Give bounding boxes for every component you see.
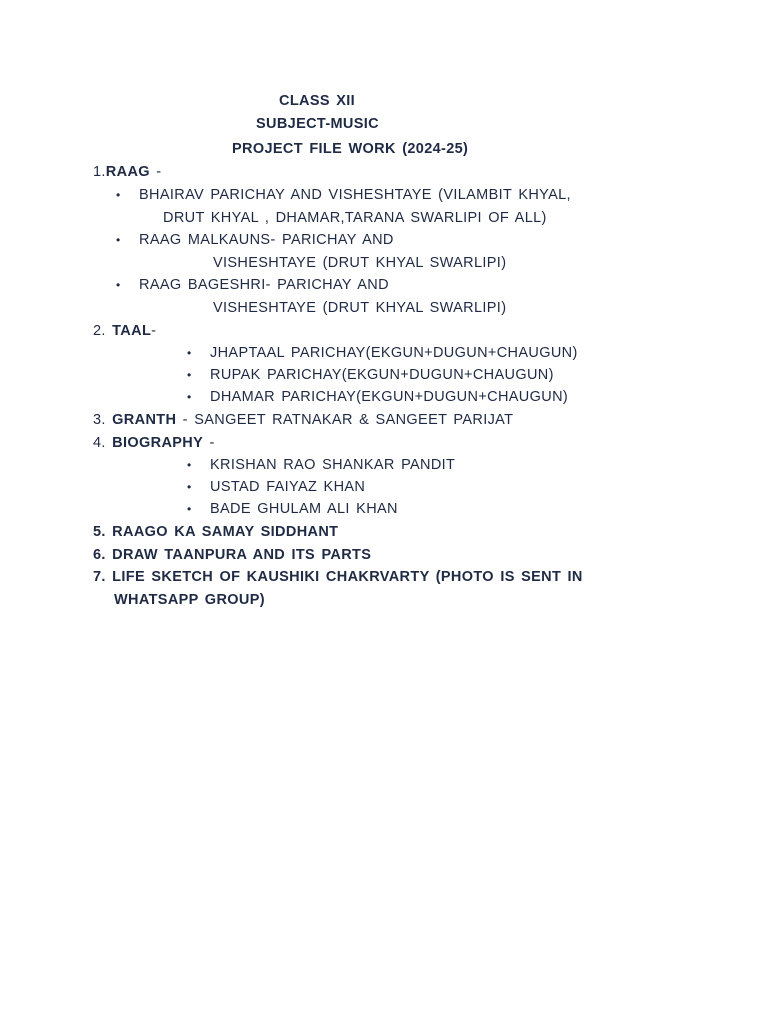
raag-item-2-line-1: RAAG MALKAUNS- PARICHAY AND xyxy=(139,232,394,248)
bullet-icon: • xyxy=(187,346,192,360)
raag-item-1-line-1: BHAIRAV PARICHAY AND VISHESHTAYE (VILAMBIT KHYAL, xyxy=(139,187,571,203)
section-number: 4. xyxy=(93,435,113,451)
section-suffix: - xyxy=(151,323,157,339)
raag-item-2-line-2: VISHESHTAYE (DRUT KHYAL SWARLIPI) xyxy=(213,255,507,271)
taal-item-2: RUPAK PARICHAY(EKGUN+DUGUN+CHAUGUN) xyxy=(210,367,554,383)
section-taal-heading xyxy=(93,322,156,340)
section-samay-siddhant: 5. RAAGO KA SAMAY SIDDHANT xyxy=(93,524,339,540)
subject-heading: SUBJECT-MUSIC xyxy=(256,116,379,132)
taal-item-3: DHAMAR PARICHAY(EKGUN+DUGUN+CHAUGUN) xyxy=(210,389,569,405)
section-life-sketch-line-2: WHATSAPP GROUP) xyxy=(114,592,265,608)
section-title: RAAG xyxy=(105,164,150,180)
bullet-icon: • xyxy=(187,390,192,404)
section-taanpura: 6. DRAW TAANPURA AND ITS PARTS xyxy=(93,547,372,563)
section-number: 3. xyxy=(93,412,113,428)
section-granth xyxy=(93,411,513,429)
section-life-sketch-line-1: 7. LIFE SKETCH OF KAUSHIKI CHAKRVARTY (PHOTO IS SENT IN xyxy=(93,569,583,585)
section-text: - SANGEET RATNAKAR & SANGEET PARIJAT xyxy=(176,412,514,428)
raag-item-1-line-2: DRUT KHYAL , DHAMAR,TARANA SWARLIPI OF ALL) xyxy=(163,210,547,226)
bullet-icon: • xyxy=(116,188,121,202)
raag-item-3-line-1: RAAG BAGESHRI- PARICHAY AND xyxy=(139,277,389,293)
section-title: BIOGRAPHY xyxy=(112,435,204,451)
bullet-icon: • xyxy=(116,233,121,247)
section-number: 1. xyxy=(93,164,106,180)
taal-item-1: JHAPTAAL PARICHAY(EKGUN+DUGUN+CHAUGUN) xyxy=(210,345,578,361)
biography-item-1: KRISHAN RAO SHANKAR PANDIT xyxy=(210,457,456,473)
biography-item-2: USTAD FAIYAZ KHAN xyxy=(210,479,366,495)
section-raag-heading xyxy=(93,163,161,181)
section-title: GRANTH xyxy=(112,412,177,428)
bullet-icon: • xyxy=(116,278,121,292)
section-suffix: - xyxy=(203,435,215,451)
bullet-icon: • xyxy=(187,368,192,382)
raag-item-3-line-2: VISHESHTAYE (DRUT KHYAL SWARLIPI) xyxy=(213,300,507,316)
bullet-icon: • xyxy=(187,480,192,494)
section-biography-heading xyxy=(93,434,215,452)
class-heading: CLASS XII xyxy=(279,93,356,109)
section-number: 2. xyxy=(93,323,113,339)
project-heading: PROJECT FILE WORK (2024-25) xyxy=(232,141,469,157)
bullet-icon: • xyxy=(187,458,192,472)
section-title: TAAL xyxy=(112,323,152,339)
bullet-icon: • xyxy=(187,502,192,516)
section-suffix: - xyxy=(149,164,162,180)
biography-item-3: BADE GHULAM ALI KHAN xyxy=(210,501,398,517)
